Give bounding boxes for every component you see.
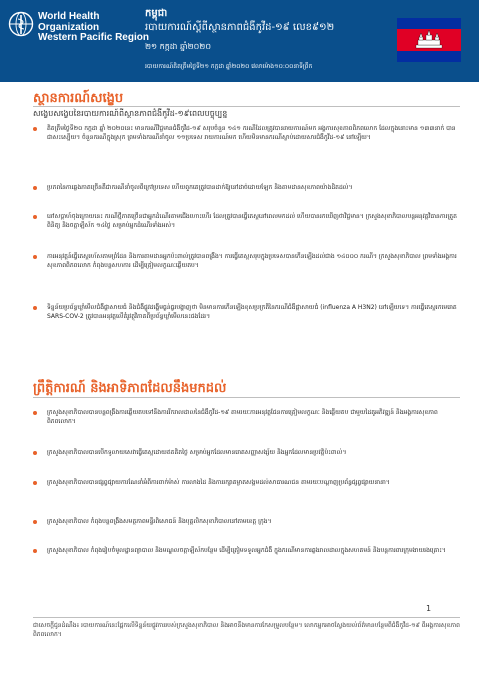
bullet-dot-icon (33, 255, 37, 259)
bullet-dot-icon (33, 306, 37, 310)
section-subtitle: សង្ខេបសង្ខេបនៃរបាយការណ៍ពីស្ថានភាពជំងឺកូវីដ-១៩ពេលបច្ចុប្បន្ន (33, 109, 228, 118)
section-divider (33, 397, 460, 398)
report-header (0, 0, 479, 82)
bullet-dot-icon (33, 520, 37, 524)
list-item: គិតត្រឹមថ្ងៃទី២០ កក្កដា ឆ្នាំ ២០២០នេះ មានករណីវិជ្ជមានជំងឺកូវីដ-១៩ សរុបចំនួន ១៤១ ករណីដែលត្រូវបានរាយការណ៍មក អង្គការសុខភាពពិភពលោក ដែលក្នុងនោះមាន ១៣៣នាក់ បានជាសះស្បើយ។ ចំនួនករណីក្នុងស្រុក ព្រមទាំងករណីនាំចូល ១១ប្រទេស រាយការណ៍មក ហើយមិនមានករណីស្លាប់ដោយសារជំងឺកូវីដ-១៩ នៅឡើយ។ (30, 124, 462, 143)
cambodia-flag-icon (397, 18, 461, 62)
bullet-dot-icon (33, 549, 37, 553)
list-item: នៅសប្ដាហ៍ចុងក្រោយនេះ ករណីថ្មីភាគច្រើនជាអ្នកដំណើរតាមជើងហោះហើរ ដែលត្រូវបានធ្វើតេស្តនៅពេលមកដល់ ហើយបានរកឃើញថាវិជ្ជមាន។ ក្រសួងសុខាភិបាលបន្តអនុវត្តវិធានការត្រួតពិនិត្យ និងចត្តាឡីស័ក ១៤ថ្ងៃ សម្រាប់អ្នកដំណើរទាំងអស់។ (30, 212, 462, 231)
bullet-dot-icon (33, 411, 37, 415)
bullet-dot-icon (33, 186, 37, 190)
list-item: ក្រសួងសុខាភិបាល កំពុងរៀបចំមូលដ្ឋានព្យាបាល និងមណ្ឌលចត្តាឡីស័កបន្ថែម ដើម្បីត្រៀមទទួលអ្នកជំងឺ ក្នុងករណីមានការឆ្លងរាលដាលក្នុងសហគមន៍ និងបន្តការពារក្រុមងាយរងគ្រោះ។ (30, 546, 462, 555)
list-item: ប្រភពនៃការឆ្លងភាគច្រើនគឺជាករណីនាំចូលពីក្រៅប្រទេស ហើយពួកគេត្រូវបានដាក់ឱ្យនៅដាច់ដោយឡែក និងតាមដានសុខភាពយ៉ាងដិតដល់។ (30, 183, 462, 192)
list-item: ក្រសួងសុខាភិបាលបានបន្តពង្រឹងការឆ្លើយតបទៅនឹងការរីករាលដាលនៃជំងឺកូវីដ-១៩ តាមរយៈការអនុវត្តផែនការត្រៀមលក្ខណៈ និងឆ្លើយតប ជាមួយដៃគូអភិវឌ្ឍន៍ និងអង្គការសុខភាពពិភពលោក។ (30, 408, 462, 427)
list-item: ទិន្នន័យប្រព័ន្ធឃ្លាំមើលជំងឺផ្ដាសាយធំ និងជំងឺផ្លូវដង្ហើមធ្ងន់ធ្ងរបង្ហាញថា មិនមានការកើនឡើងខុសប្រក្រតីនៃករណីជំងឺផ្ដាសាយធំ (influenza A H3N2) នៅឡើយទេ។ ការធ្វើតេស្តរកមេរោគ SARS-COV-2 ត្រូវបានអនុវត្តលើគំរូវត្ថុវិភាគពីប្រព័ន្ធឃ្លាំមើលនេះផងដែរ។ (30, 303, 462, 322)
section-title-situation: ស្ថានការណ៍សង្ខេប (33, 91, 124, 106)
bullet-dot-icon (33, 451, 37, 455)
who-emblem-icon (8, 11, 34, 37)
org-name: World Health Organization Western Pacific Region (38, 11, 149, 43)
report-date: ២១ កក្កដា ឆ្នាំ២០២០ (145, 42, 212, 51)
report-country: កម្ពុជា (145, 8, 168, 19)
bullet-dot-icon (33, 481, 37, 485)
report-period: របាយការណ៍គិតត្រឹមថ្ងៃទី២១ កក្កដា ឆ្នាំ២០២០ វេលាម៉ោង១០:០០នាទីព្រឹក (145, 63, 313, 70)
footer-divider (33, 617, 460, 618)
list-item: ក្រសួងសុខាភិបាលបានបើកទូលាយសេវាធ្វើតេស្តដោយឥតគិតថ្លៃ សម្រាប់អ្នកដែលមានរោគសញ្ញាសង្ស័យ និងអ្នកដែលមានប្រវត្តិប៉ះពាល់។ (30, 448, 462, 457)
bullet-dot-icon (33, 215, 37, 219)
section-title-events: ព្រឹត្តិការណ៍ និងអាទិភាពដែលនឹងមកដល់ (33, 381, 227, 396)
footer-note: ជាសេចក្ដីជូនដំណឹង៖ របាយការណ៍នេះផ្អែកលើទិន្នន័យផ្លូវការរបស់ក្រសួងសុខាភិបាល និងអាចនឹងមានការកែសម្រួលបន្ថែម។ លោកអ្នកអាចស្វែងយល់ព័ត៌មានបន្ថែមពីជំងឺកូវីដ-១៩ ពីអង្គការសុខភាពពិភពលោក។ (33, 622, 460, 638)
section-divider (33, 106, 460, 107)
bullet-dot-icon (33, 127, 37, 131)
page-number: 1 (426, 604, 432, 613)
list-item: ក្រសួងសុខាភិបាលបានផ្សព្វផ្សាយការណែនាំអំពីការពាក់ម៉ាស់ ការលាងដៃ និងការរក្សាគម្លាតសង្គមដល់សាធារណជន តាមរយៈបណ្ដាញប្រព័ន្ធផ្សព្វផ្សាយនានា។ (30, 478, 462, 487)
list-item: ក្រសួងសុខាភិបាល កំពុងបន្តពង្រឹងសមត្ថភាពមន្ទីរពិសោធន៍ និងបុគ្គលិកសុខាភិបាលនៅតាមខេត្ត ក្រុង។ (30, 517, 462, 526)
report-title: របាយការណ៍ស្ដីពីស្ថានភាពជំងឺកូវីដ-១៩ លេខ៩១២ (145, 22, 335, 33)
list-item: ការអនុវត្តន៍ធ្វើតេស្តរហ័សតាមព្រំដែន និងការតាមដានអ្នកប៉ះពាល់ត្រូវបានពង្រឹង។ ការធ្វើតេស្តសរុបក្នុងប្រទេសបានកើនឡើងដល់ជាង ១៤០០០ ករណី។ ក្រសួងសុខាភិបាល ព្រមទាំងអង្គការសុខភាពពិភពលោក កំពុងបន្តសហការ ដើម្បីត្រៀមលក្ខណៈឆ្លើយតប។ (30, 252, 462, 271)
